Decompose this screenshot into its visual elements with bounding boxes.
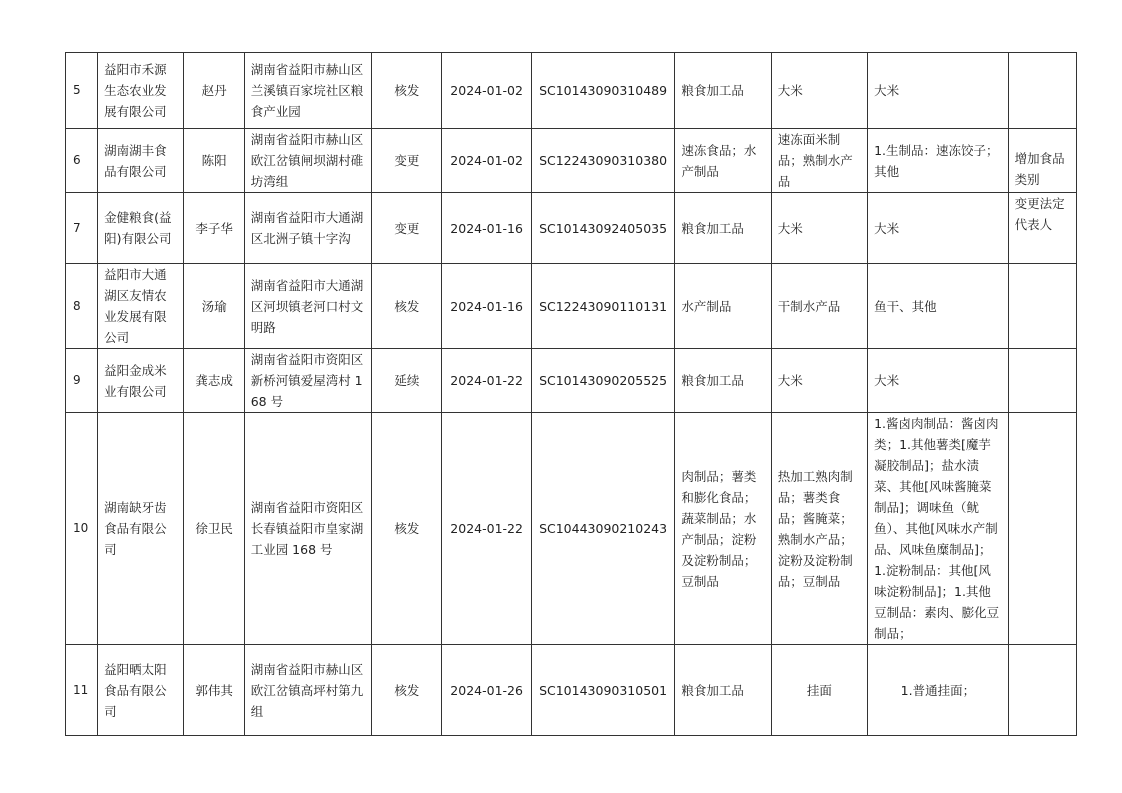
table-row (66, 53, 1077, 129)
license-number: SC10143090310489 (531, 53, 675, 129)
food-category: 粮食加工品 (675, 645, 771, 736)
row-number: 6 (66, 129, 98, 193)
row-number: 5 (66, 53, 98, 129)
issue-date: 2024-01-02 (442, 129, 531, 193)
table-row (66, 129, 1077, 193)
food-category: 肉制品；薯类和膨化食品；蔬菜制品；水产制品；淀粉及淀粉制品；豆制品 (675, 413, 771, 645)
license-table (65, 52, 1077, 736)
food-detail: 1.酱卤肉制品：酱卤肉类；1.其他薯类[魔芋凝胶制品]；盐水渍菜、其他[风味酱腌菜制品]；调味鱼（鱿鱼）、其他[风味水产制品、风味鱼糜制品]；1.淀粉制品：其他[风味淀粉制品]；1.其他豆制品：素肉、膨化豆制品； (868, 413, 1009, 645)
row-number: 8 (66, 264, 98, 349)
address: 湖南省益阳市资阳区新桥河镇爱屋湾村 168 号 (244, 349, 372, 413)
table-row (66, 645, 1077, 736)
address: 湖南省益阳市赫山区欧江岔镇高坪村第九组 (244, 645, 372, 736)
row-number: 7 (66, 193, 98, 264)
company-name: 金健粮食(益阳)有限公司 (98, 193, 184, 264)
license-number: SC10143092405035 (531, 193, 675, 264)
address: 湖南省益阳市大通湖区北洲子镇十字沟 (244, 193, 372, 264)
food-subcategory: 速冻面米制品；熟制水产品 (771, 129, 867, 193)
food-category: 粮食加工品 (675, 53, 771, 129)
license-number: SC12243090110131 (531, 264, 675, 349)
food-subcategory: 大米 (771, 53, 867, 129)
food-subcategory: 大米 (771, 193, 867, 264)
food-category: 粮食加工品 (675, 193, 771, 264)
row-number: 9 (66, 349, 98, 413)
company-name: 益阳晒太阳食品有限公司 (98, 645, 184, 736)
legal-person: 李子华 (184, 193, 244, 264)
license-number: SC12243090310380 (531, 129, 675, 193)
food-category: 粮食加工品 (675, 349, 771, 413)
license-number: SC10443090210243 (531, 413, 675, 645)
food-detail: 鱼干、其他 (868, 264, 1009, 349)
address: 湖南省益阳市资阳区长春镇益阳市皇家湖工业园 168 号 (244, 413, 372, 645)
license-action: 核发 (372, 413, 442, 645)
food-category: 水产制品 (675, 264, 771, 349)
issue-date: 2024-01-16 (442, 264, 531, 349)
table-body (66, 53, 1077, 736)
table-row (66, 349, 1077, 413)
food-category: 速冻食品；水产制品 (675, 129, 771, 193)
license-action: 延续 (372, 349, 442, 413)
legal-person: 陈阳 (184, 129, 244, 193)
remark (1008, 349, 1076, 413)
license-action: 变更 (372, 193, 442, 264)
table-row (66, 264, 1077, 349)
issue-date: 2024-01-16 (442, 193, 531, 264)
issue-date: 2024-01-02 (442, 53, 531, 129)
row-number: 10 (66, 413, 98, 645)
table-row (66, 413, 1077, 645)
company-name: 益阳市大通湖区友情农业发展有限公司 (98, 264, 184, 349)
company-name: 湖南湖丰食品有限公司 (98, 129, 184, 193)
food-subcategory: 挂面 (771, 645, 867, 736)
remark (1008, 264, 1076, 349)
issue-date: 2024-01-22 (442, 349, 531, 413)
address: 湖南省益阳市赫山区兰溪镇百家垸社区粮食产业园 (244, 53, 372, 129)
food-subcategory: 热加工熟肉制品；薯类食品；酱腌菜；熟制水产品；淀粉及淀粉制品；豆制品 (771, 413, 867, 645)
food-detail: 大米 (868, 349, 1009, 413)
table-row (66, 193, 1077, 264)
company-name: 益阳市禾源生态农业发展有限公司 (98, 53, 184, 129)
food-subcategory: 干制水产品 (771, 264, 867, 349)
remark (1008, 413, 1076, 645)
issue-date: 2024-01-26 (442, 645, 531, 736)
food-subcategory: 大米 (771, 349, 867, 413)
legal-person: 赵丹 (184, 53, 244, 129)
row-number: 11 (66, 645, 98, 736)
legal-person: 龚志成 (184, 349, 244, 413)
remark: 增加食品类别 (1008, 129, 1076, 193)
company-name: 湖南缺牙齿食品有限公司 (98, 413, 184, 645)
address: 湖南省益阳市赫山区欧江岔镇闸坝湖村碓坊湾组 (244, 129, 372, 193)
remark (1008, 645, 1076, 736)
remark (1008, 53, 1076, 129)
license-action: 变更 (372, 129, 442, 193)
company-name: 益阳金成米业有限公司 (98, 349, 184, 413)
license-action: 核发 (372, 53, 442, 129)
food-detail: 1.生制品：速冻饺子；其他 (868, 129, 1009, 193)
issue-date: 2024-01-22 (442, 413, 531, 645)
legal-person: 汤瑜 (184, 264, 244, 349)
food-detail: 大米 (868, 193, 1009, 264)
address: 湖南省益阳市大通湖区河坝镇老河口村文明路 (244, 264, 372, 349)
license-number: SC10143090310501 (531, 645, 675, 736)
legal-person: 徐卫民 (184, 413, 244, 645)
license-number: SC10143090205525 (531, 349, 675, 413)
license-action: 核发 (372, 264, 442, 349)
food-detail: 大米 (868, 53, 1009, 129)
legal-person: 郭伟其 (184, 645, 244, 736)
food-detail: 1.普通挂面； (868, 645, 1009, 736)
remark: 变更法定代表人 (1008, 193, 1076, 264)
license-action: 核发 (372, 645, 442, 736)
